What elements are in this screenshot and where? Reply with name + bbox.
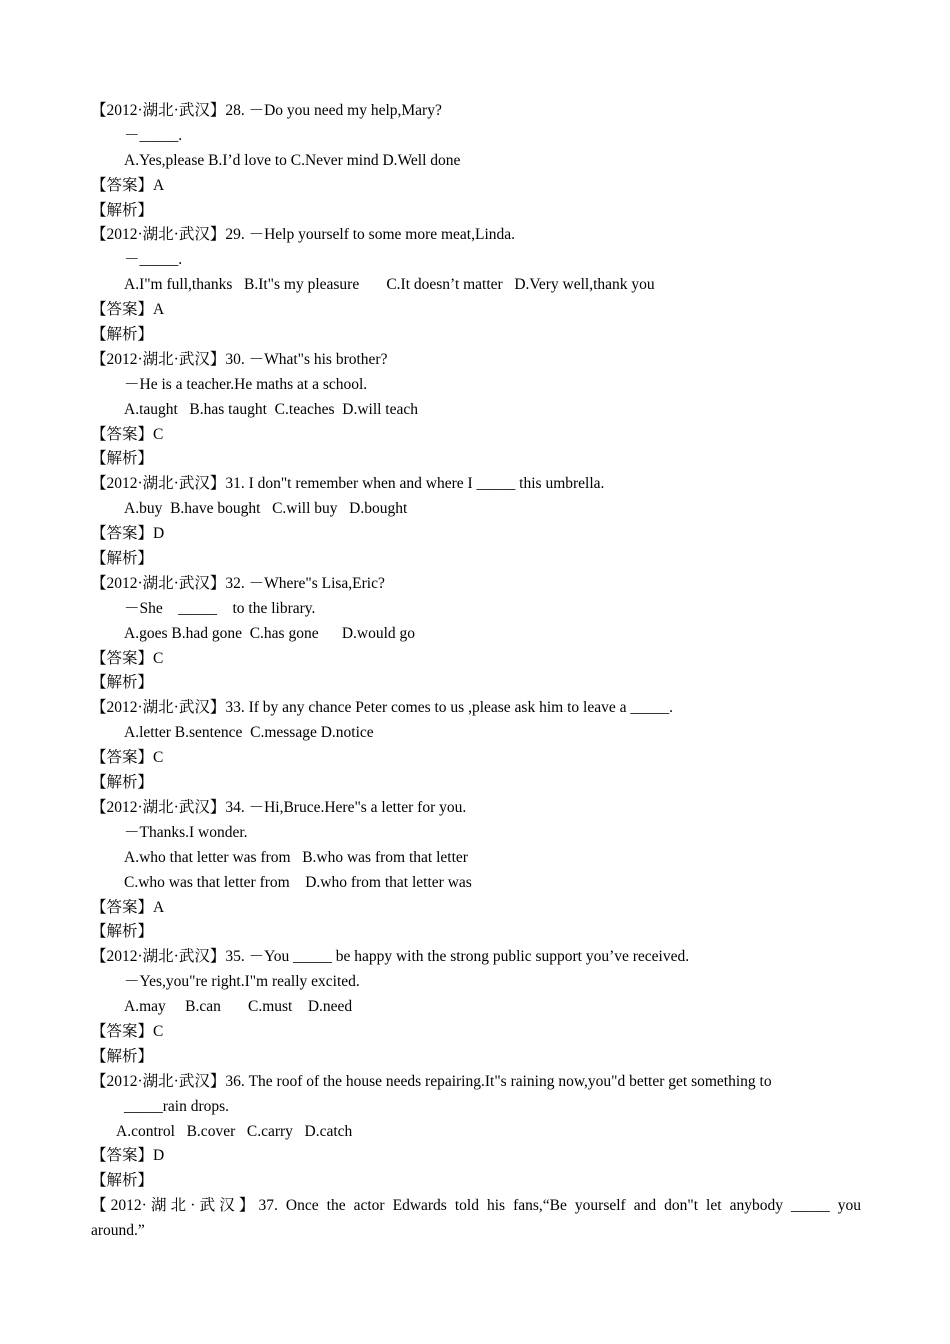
analysis: 【解析】 <box>91 1047 154 1065</box>
analysis: 【解析】 <box>91 550 154 568</box>
question-continuation: _____rain drops. <box>124 1097 230 1115</box>
question-29: 【2012·湖北·武汉】29. －Help yourself to some more meat,Linda. <box>91 226 516 244</box>
answer: 【答案】A <box>91 301 165 319</box>
options: A.may B.can C.must D.need <box>124 998 353 1016</box>
dialogue-line: －Yes,you"re right.I"m really excited. <box>124 973 360 991</box>
answer: 【答案】C <box>91 749 164 767</box>
answer: 【答案】A <box>91 898 165 916</box>
options: A.buy B.have bought C.will buy D.bought <box>124 500 408 518</box>
analysis: 【解析】 <box>91 201 154 219</box>
question-37: 【2012·湖北·武汉】37. Once the actor Edwards told his fans,“Be yourself and don"t let anybody _____ you <box>91 1197 861 1215</box>
analysis: 【解析】 <box>91 326 154 344</box>
question-31: 【2012·湖北·武汉】31. I don"t remember when and where I _____ this umbrella. <box>91 475 605 493</box>
analysis: 【解析】 <box>91 450 154 468</box>
analysis: 【解析】 <box>91 774 154 792</box>
dialogue-line: －_____. <box>124 251 183 269</box>
options: C.who was that letter from D.who from that letter was <box>124 873 472 891</box>
answer: 【答案】D <box>91 525 165 543</box>
analysis: 【解析】 <box>91 674 154 692</box>
answer: 【答案】C <box>91 1022 164 1040</box>
analysis: 【解析】 <box>91 923 154 941</box>
options: A.Yes,please B.I’d love to C.Never mind D.Well done <box>124 151 461 169</box>
question-30: 【2012·湖北·武汉】30. －What"s his brother? <box>91 350 388 368</box>
question-36: 【2012·湖北·武汉】36. The roof of the house needs repairing.It"s raining now,you"d better get something to <box>91 1072 772 1090</box>
dialogue-line: －She _____ to the library. <box>124 599 316 617</box>
question-32: 【2012·湖北·武汉】32. －Where"s Lisa,Eric? <box>91 574 385 592</box>
question-28: 【2012·湖北·武汉】28. －Do you need my help,Mary? <box>91 102 442 119</box>
document-body <box>91 99 861 1244</box>
question-34: 【2012·湖北·武汉】34. －Hi,Bruce.Here"s a letter for you. <box>91 798 467 816</box>
options: A.who that letter was from B.who was from that letter <box>124 848 468 866</box>
dialogue-line: －He is a teacher.He maths at a school. <box>124 375 368 393</box>
options: A.I"m full,thanks B.It"s my pleasure C.It doesn’t matter D.Very well,thank you <box>124 276 655 294</box>
answer: 【答案】C <box>91 425 164 443</box>
question-33: 【2012·湖北·武汉】33. If by any chance Peter comes to us ,please ask him to leave a _____. <box>91 699 673 717</box>
answer: 【答案】D <box>91 1147 165 1165</box>
dialogue-line: －_____. <box>124 126 183 144</box>
question-35: 【2012·湖北·武汉】35. －You _____ be happy with the strong public support you’ve received. <box>91 948 690 966</box>
dialogue-line: －Thanks.I wonder. <box>124 823 248 841</box>
analysis: 【解析】 <box>91 1172 154 1190</box>
options: A.taught B.has taught C.teaches D.will teach <box>124 400 419 418</box>
answer: 【答案】C <box>91 649 164 667</box>
answer: 【答案】A <box>91 176 165 194</box>
options: A.goes B.had gone C.has gone D.would go <box>124 624 416 642</box>
question-continuation: around.” <box>91 1222 145 1240</box>
options: A.control B.cover C.carry D.catch <box>116 1122 353 1140</box>
options: A.letter B.sentence C.message D.notice <box>124 724 374 742</box>
